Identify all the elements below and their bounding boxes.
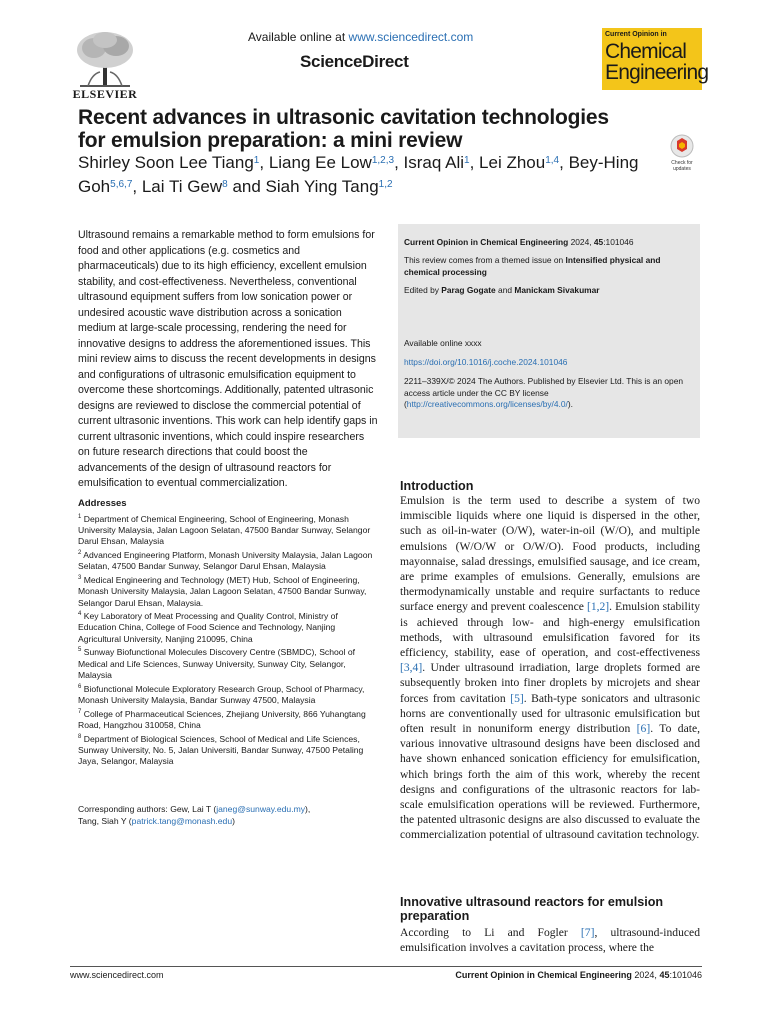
abstract: Ultrasound remains a remarkable method to form emulsions for food and other applications (e.g. cosmetics and pharmaceuticals) due to its high efficiency, excellent emulsion stability, and cost-effectiveness. Nevertheless, conventional ultrasound equipment suffers from low sonication power or undesired acoustic wave distribution across a sonication medium at large-scale processing, rendering the need for innovative designs to address the aforementioned issues. This mini review aims to discuss the recent developments in designs and configurations of ultrasonic emulsification equipment to overcome these shortcomings. Additionally, patented ultrasonic designs are reviewed to disclose the commercial potential of current ultrasonic inventions. This work can help identify gaps in current ultrasonic inventions, which could inspire researchers on future research directions that could boost the advancements of the design of ultrasound reactors for emulsification to eventual commercialization. (78, 229, 378, 489)
corresponding-authors (78, 804, 378, 827)
author-affiliation[interactable]: 1,4 (545, 155, 560, 166)
intro-text-1: Emulsion is the term used to describe a system of two immiscible liquids where one liquid is dispersed in the other, such as oil-in-water (O/W), water-in-oil (W/O), and multiple emulsions (W/O/W or O/W/O). Food products, including mayonnaise, salad dressings, emulsified sausage, and ice cream, are prime examples of emulsions. Generally, emulsions are thermodynamically unstable and require surfactants to reduce surface energy and prevent coalescence (400, 494, 700, 614)
author-affiliation[interactable]: 1 (253, 155, 260, 166)
info-theme-prefix: This review comes from a themed issue on (404, 255, 566, 265)
intro-text-4: . Bath-type sonicators and ultrasonic horns are conventionally used for ultrasonic emulsification but often result in nonuniform energy distribution (400, 691, 700, 736)
address-item (78, 682, 378, 707)
corr-prefix-2: Tang, Siah Y ( (78, 815, 132, 826)
doi-link[interactable]: https://doi.org/10.1016/j.coche.2024.101046 (404, 357, 568, 367)
author-list (78, 151, 678, 199)
author-separator: , (259, 153, 269, 172)
address-number: 2 (78, 549, 82, 556)
section-text-2: , ultrasound-induced emulsification involves a cavitation process, where the (400, 926, 700, 955)
address-text: Key Laboratory of Meat Processing and Quality Control, Ministry of Education China, College of Food Science and Technology, Nanjing Agricultural University, Nanjing 210095, China (78, 610, 338, 644)
info-editor-2: Manickam Sivakumar (514, 285, 600, 295)
address-item (78, 548, 378, 573)
ref-link[interactable]: [6] (636, 722, 651, 736)
article-info-box (398, 224, 700, 438)
author-name[interactable]: Liang Ee Low (268, 153, 372, 172)
ref-link[interactable]: [5] (510, 691, 524, 705)
intro-text-5: . To date, various innovative ultrasound designs have been disclosed and have shown enhanced sonication efficiency for emulsification, which brings forth the aim of this work, whereby the recent designs and configurations of the ultrasonic reactors for lab-scale emulsification operations will be reviewed. Furthermore, the patented ultrasonic designs are also discussed to evaluate the commercialization potential of ultrasound cavitation technology. (400, 722, 700, 842)
author-affiliation[interactable]: 5,6,7 (110, 179, 133, 190)
author-affiliation[interactable]: 1,2,3 (371, 155, 395, 166)
section-heading: Innovative ultrasound reactors for emulsion preparation (400, 895, 664, 923)
info-license (404, 376, 694, 411)
platform-name: ScienceDirect (300, 52, 409, 71)
author-name[interactable]: Siah Ying Tang (265, 177, 379, 196)
intro-text-2: . Emulsion stability is achieved through low- and high-energy emulsification methods, with ultrasound emulsification favored for its efficiency, stability, ease of operation, and cost-effectiveness (400, 600, 700, 660)
author-separator: , (469, 153, 480, 172)
addresses (78, 498, 378, 768)
journal-logo-big (605, 41, 708, 83)
journal-logo-small: Current Opinion in (605, 31, 667, 38)
intro-text-3: . Under ultrasound irradiation, large droplets formed are subsequently broken into finer droplets by microjets and shear forces from cavitation (400, 661, 700, 705)
svg-text:updates: updates (673, 166, 691, 172)
address-number: 7 (78, 708, 82, 715)
journal-logo (602, 28, 709, 90)
address-number: 8 (78, 733, 82, 740)
address-text: Department of Biological Sciences, School of Medical and Life Sciences, Sunway University, No. 5, Jalan Universiti, Bandar Sunway, 47500 Petaling Jaya, Selangor, Malaysia (78, 733, 364, 767)
availability-prefix: Available online at (248, 30, 349, 44)
info-citation (404, 237, 694, 249)
info-editors (404, 285, 694, 297)
author-affiliation[interactable]: 8 (222, 179, 228, 190)
publisher-name: ELSEVIER (72, 87, 138, 101)
ref-link[interactable]: [7] (580, 926, 595, 939)
footer-volume: 45 (659, 970, 670, 980)
section-text-1: According to Li and Fogler (400, 926, 581, 939)
address-text: College of Pharmaceutical Sciences, Zhejiang University, 866 Yuhangtang Road, Hangzhou 310058, China (78, 708, 366, 731)
introduction-heading: Introduction (400, 479, 474, 493)
footer-article: :101046 (669, 970, 702, 980)
article-title: Recent advances in ultrasonic cavitation technologies for emulsion preparation: a mini review (78, 106, 609, 152)
email-link-1[interactable]: janeg@sunway.edu.my (216, 804, 306, 814)
corr-prefix-1: Corresponding authors: Gew, Lai T ( (78, 804, 217, 814)
address-number: 5 (78, 647, 82, 654)
address-text: Advanced Engineering Platform, Monash University Malaysia, Jalan Lagoon Selatan, 47500 Bandar Sunway, Selangor Darul Ehsan, Malaysia (78, 549, 373, 572)
address-number: 3 (78, 574, 82, 581)
author-name[interactable]: Shirley Soon Lee Tiang (78, 153, 254, 172)
info-theme (404, 255, 694, 278)
svg-text:Check for: Check for (671, 160, 693, 166)
address-text: Biofunctional Molecule Exploratory Research Group, School of Pharmacy, Monash University Malaysia, Bandar Sunway 47500, Malaysia (78, 683, 365, 706)
info-volume: 45 (593, 237, 604, 247)
address-number: 6 (78, 683, 82, 690)
author-name[interactable]: Lei Zhou (479, 153, 546, 172)
footer-journal: Current Opinion in Chemical Engineering (455, 970, 632, 980)
address-text: Medical Engineering and Technology (MET) Hub, School of Engineering, Monash University Malaysia, Jalan Lagoon Selatan, 47500 Bandar Sunway, Selangor Darul Ehsan, Malaysia. (78, 574, 367, 608)
journal-logo-line-1: Chemical (605, 40, 687, 63)
introduction-paragraph (400, 493, 700, 843)
author-affiliation[interactable]: 1,2 (378, 179, 393, 190)
addresses-heading: Addresses (78, 498, 127, 509)
info-edited-prefix: Edited by (404, 285, 442, 295)
address-number: 1 (78, 513, 82, 520)
corr-suffix-2: ) (232, 815, 235, 826)
address-item (78, 732, 378, 768)
address-number: 4 (78, 611, 82, 618)
info-doi (404, 357, 694, 369)
author-name[interactable]: Bey-Hing Goh (78, 153, 639, 196)
address-text: Department of Chemical Engineering, School of Engineering, Monash University Malaysia, Jalan Lagoon Selatan, 47500 Bandar Sunway, Selangor Darul Ehsan, Malaysia (78, 513, 371, 547)
footer-citation (455, 970, 702, 980)
sciencedirect-link[interactable]: www.sciencedirect.com (348, 30, 474, 44)
author-name[interactable]: Israq Ali (403, 153, 465, 172)
author-separator: , (394, 153, 404, 172)
info-year: 2024, (568, 237, 594, 247)
address-item (78, 573, 378, 609)
author-name[interactable]: Lai Ti Gew (141, 177, 223, 196)
address-item (78, 645, 378, 681)
license-end: ). (567, 399, 573, 409)
author-affiliation[interactable]: 1 (464, 155, 470, 166)
footer-year: 2024, (631, 970, 660, 980)
info-editor-and: and (495, 285, 515, 295)
info-journal: Current Opinion in Chemical Engineering (404, 237, 569, 247)
address-item (78, 707, 378, 732)
author-separator: , (132, 177, 142, 196)
footer-divider (70, 966, 702, 967)
address-list (78, 512, 378, 768)
license-link[interactable]: http://creativecommons.org/licenses/by/4.0/ (406, 399, 568, 409)
license-text: 2211–339X/© 2024 The Authors. Published by Elsevier Ltd. This is an open access article under the CC BY license ( (404, 376, 684, 409)
author-separator: and (227, 177, 266, 196)
footer-website[interactable]: www.sciencedirect.com (70, 970, 164, 980)
info-article-no: :101046 (603, 237, 634, 247)
info-available: Available online xxxx (404, 338, 482, 348)
author-separator: , (559, 153, 569, 172)
check-for-updates-icon[interactable] (664, 132, 700, 176)
corr-suffix-1: ), (305, 804, 311, 814)
info-editor-1: Parag Gogate (441, 285, 496, 295)
address-text: Sunway Biofunctional Molecules Discovery Centre (SBMDC), School of Medical and Life Sciences, Sunway University, Sunway City, Selangor, Malaysia (78, 647, 356, 681)
address-item (78, 512, 378, 548)
ref-link[interactable]: [1,2] (586, 600, 610, 614)
email-link-2[interactable]: patrick.tang@monash.edu (131, 815, 233, 826)
ref-link[interactable]: [3,4] (400, 661, 423, 675)
address-item (78, 609, 378, 645)
journal-logo-line-2: Engineering (605, 61, 709, 84)
section-paragraph (400, 925, 700, 955)
availability-line (248, 30, 473, 44)
info-theme-name: Intensified physical and chemical processing (404, 255, 661, 277)
